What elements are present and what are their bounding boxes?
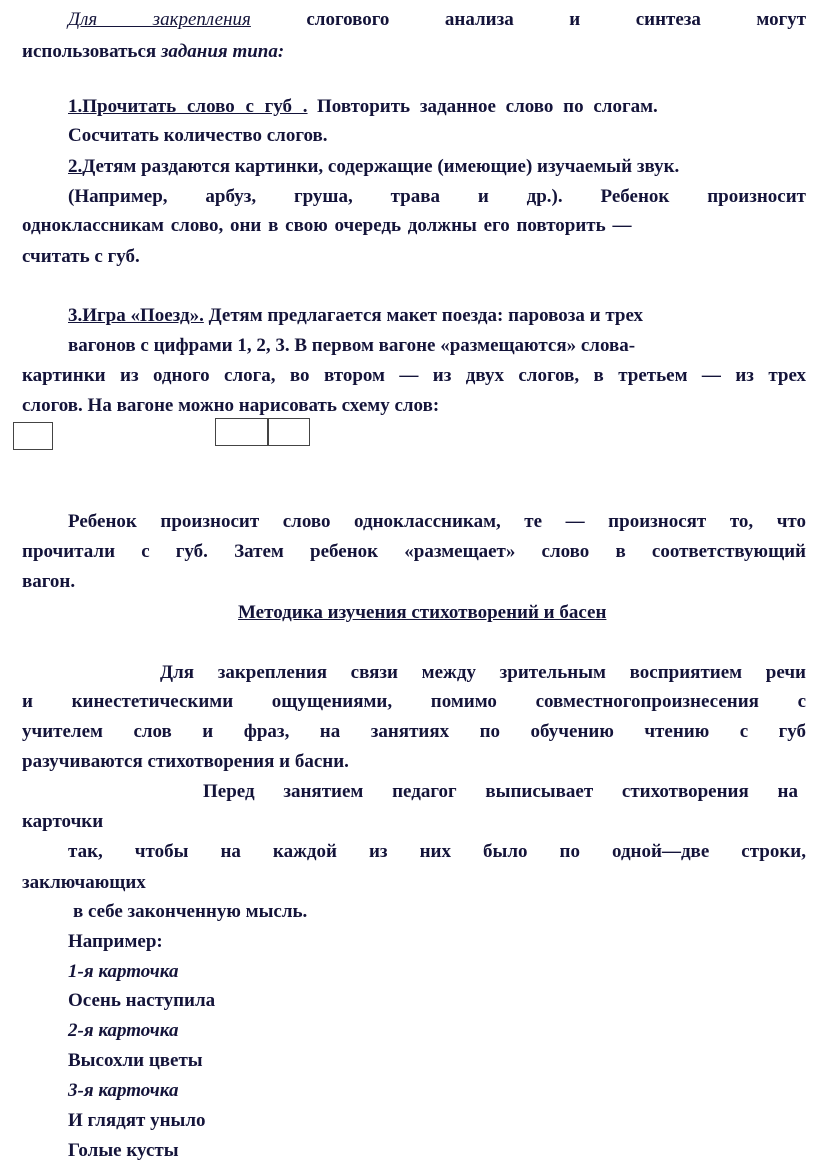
intro-line-1 xyxy=(68,10,806,29)
card-2-label: 2-я карточка xyxy=(68,1020,179,1041)
child-line-2: прочитали с губ. Затем ребенок «размещает» слово в соответствующий xyxy=(22,541,806,562)
item-3-number: 3. xyxy=(68,305,83,326)
prep-line-5: в себе законченную мысль. xyxy=(73,901,308,922)
prep-line-4: заключающих xyxy=(22,872,146,893)
card-3-label: 3-я карточка xyxy=(68,1080,179,1101)
item-1-line-1 xyxy=(68,97,806,116)
card-1-label: 1-я карточка xyxy=(68,961,179,982)
card-2-text: Высохли цветы xyxy=(68,1050,203,1071)
card-1-text: Осень наступила xyxy=(68,990,216,1011)
item-1-text: Повторить заданное слово по слогам. xyxy=(317,96,658,117)
item-1-line-2: Сосчитать количество слогов. xyxy=(68,125,328,146)
method-line-1: Для закрепления связи между зрительным восприятием речи xyxy=(160,662,806,683)
item-2-line-2: (Например, арбуз, груша, трава и др.). Ребенок произносит xyxy=(68,186,806,207)
section-heading: Методика изучения стихотворений и басен xyxy=(238,602,607,623)
item-2-text: Детям раздаются картинки, содержащие (имеющие) изучаемый звук. xyxy=(82,156,680,177)
item-3-line-1 xyxy=(68,306,806,325)
item-2-line-3: одноклассникам слово, они в свою очередь должны его повторить — xyxy=(22,215,632,236)
item-1-number: 1. xyxy=(68,96,83,117)
scheme-box-syllable-2 xyxy=(267,418,310,446)
intro-word: анализа xyxy=(444,9,514,30)
card-4-text: Голые кусты xyxy=(68,1140,179,1161)
item-2-number: 2. xyxy=(68,156,83,177)
intro-word: слогового xyxy=(306,9,390,30)
prep-line-2: карточки xyxy=(22,811,104,832)
item-1-title: Прочитать слово с губ . xyxy=(82,96,308,117)
intro-word: могут xyxy=(756,9,807,30)
item-3-line-4: слогов. На вагоне можно нарисовать схему слов: xyxy=(22,395,440,416)
item-2-line-4: считать с губ. xyxy=(22,246,140,267)
prep-line-6: Например: xyxy=(68,931,163,952)
item-3-text: Детям предлагается макет поезда: паровоза и трех xyxy=(208,305,644,326)
scheme-box-syllable-1 xyxy=(215,418,269,446)
card-3-text: И глядят уныло xyxy=(68,1110,206,1131)
item-2-line-1 xyxy=(68,157,806,176)
item-3-line-3: картинки из одного слога, во втором — из двух слогов, в третьем — из трех xyxy=(22,365,806,386)
prep-line-3: так, чтобы на каждой из них было по одной—две строки, xyxy=(68,841,806,862)
method-line-4: разучиваются стихотворения и басни. xyxy=(22,751,349,772)
intro-lead: Для закрепления xyxy=(68,9,251,30)
intro-text: использоваться xyxy=(22,41,157,62)
intro-word: синтеза xyxy=(635,9,701,30)
child-line-3: вагон. xyxy=(22,571,76,592)
item-3-title: Игра «Поезд». xyxy=(82,305,204,326)
method-line-3: учителем слов и фраз, на занятиях по обучению чтению с губ xyxy=(22,721,806,742)
method-line-2: и кинестетическими ощущениями, помимо совместногопроизнесения с xyxy=(22,691,806,712)
item-3-line-2: вагонов с цифрами 1, 2, 3. В первом вагоне «размещаются» слова- xyxy=(68,335,636,356)
prep-line-1: Перед занятием педагог выписывает стихотворения на xyxy=(203,781,798,802)
scheme-box-one-syllable xyxy=(13,422,53,450)
intro-line-2 xyxy=(22,42,806,61)
child-line-1: Ребенок произносит слово одноклассникам, те — произносят то, что xyxy=(68,511,806,532)
intro-word: и xyxy=(569,9,581,30)
intro-italic: задания типа: xyxy=(160,41,285,62)
